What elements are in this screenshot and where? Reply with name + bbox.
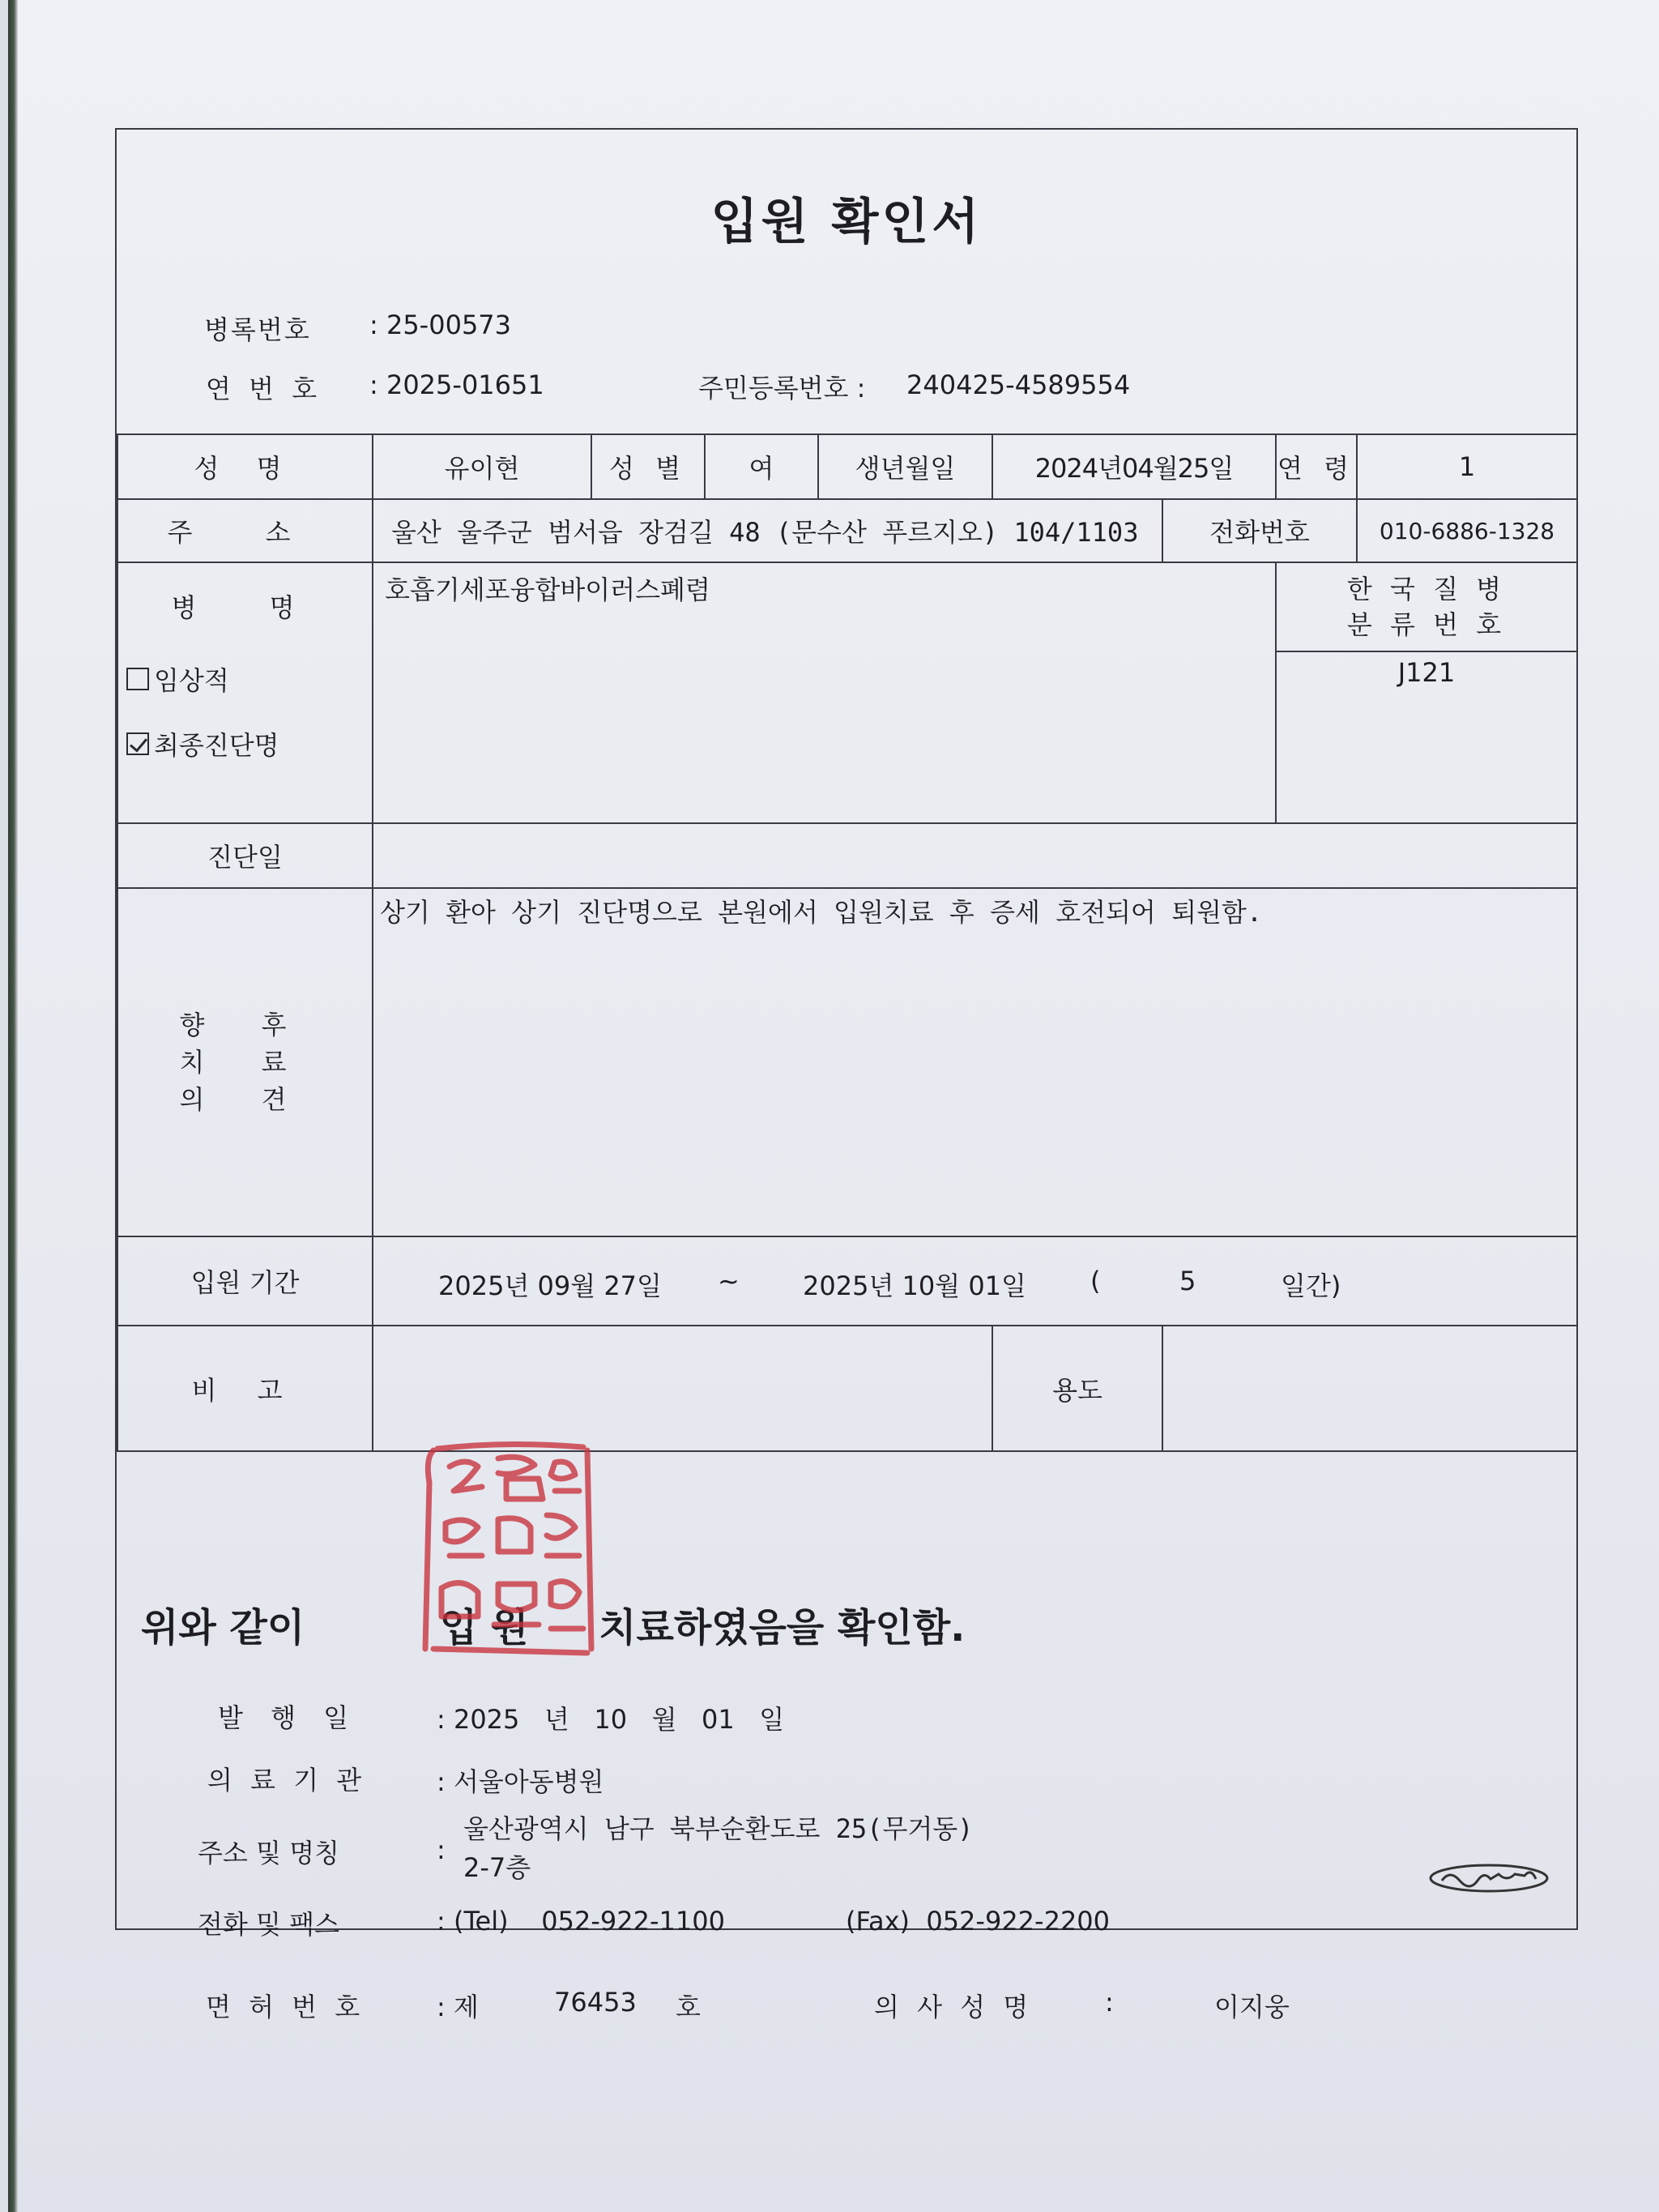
opinion-label-line1: 향 후 [179,1010,311,1040]
age-label: 연 령 [1276,434,1357,499]
info-table [117,433,1578,1452]
opinion-text: 상기 환아 상기 진단명으로 본원에서 입원치료 후 증세 호전되어 퇴원함. [373,888,1577,1236]
issuer-address-label: 주소 및 명칭 [198,1838,339,1868]
period-tilde: ~ [718,1266,740,1296]
period-days-suffix: 일간) [1281,1270,1341,1301]
period-label: 입원 기간 [117,1236,373,1326]
period-value-cell [373,1236,1577,1326]
issuer-address-colon: : [437,1834,446,1865]
opinion-label-cell [117,888,373,1236]
remarks-value [373,1326,992,1451]
license-no: 76453 [554,1987,637,2018]
name-label: 성 명 [117,434,373,499]
kcd-label-line2: 분 류 번 호 [1346,609,1507,640]
period-open-paren: ( [1090,1266,1101,1296]
phone-label: 전화번호 [1162,499,1357,562]
document-title: 입원 확인서 [710,194,983,250]
doctor-signature [1426,1858,1555,1898]
license-prefix: : 제 [437,1992,479,2022]
clinical-label: 임상적 [154,665,229,696]
phone-value: 010-6886-1328 [1357,499,1577,562]
paper-sheet [8,0,1659,2212]
address-label: 주 소 [117,499,373,562]
period-days: 5 [1179,1266,1196,1296]
disease-name: 호흡기세포융합바이러스폐렴 [373,562,1276,823]
name-value: 유이현 [373,434,591,499]
doctor-name: 이지웅 [1214,1992,1290,2022]
hospital-seal [409,1434,612,1665]
fax-value: (Fax) 052-922-2200 [846,1906,1111,1937]
tel-label: 전화 및 팩스 [198,1909,339,1940]
serial-no-value: : 2025-01651 [369,369,544,400]
confirmation-part3: 치료하였음을 확인함. [599,1605,966,1650]
final-label: 최종진단명 [154,730,279,761]
kcd-label-line1: 한 국 질 병 [1346,574,1507,604]
issue-date-value: : 2025 년 10 월 01 일 [437,1704,785,1735]
issue-date-label: 발 행 일 [218,1702,359,1733]
birth-label: 생년월일 [818,434,992,499]
diagnosis-date-value [373,823,1577,888]
purpose-value [1162,1326,1577,1451]
opinion-label-line2: 치 료 [179,1047,311,1078]
resident-no-label: 주민등록번호 : [698,373,866,404]
purpose-label: 용도 [992,1326,1162,1451]
paper-edge [8,0,18,2212]
license-suffix: 호 [676,1992,701,2022]
confirmation-part2: 입 원 [439,1605,529,1650]
age-value: 1 [1357,434,1577,499]
license-label: 면 허 번 호 [206,1992,365,2022]
issuer-address-line2: 2-7층 [463,1852,531,1883]
admission-form [115,128,1578,2022]
clinical-checkbox-row[interactable] [126,660,372,698]
confirmation-part1: 위와 같이 [141,1605,305,1650]
final-checkbox[interactable] [126,732,149,755]
period-start: 2025년 09월 27일 [438,1270,662,1301]
record-no-value: : 25-00573 [369,310,512,340]
record-no-label: 병록번호 [204,314,311,345]
diagnosis-date-label: 진단일 [117,823,373,888]
sex-label: 성 별 [591,434,705,499]
doctor-colon: : [1105,1987,1114,2018]
birth-value: 2024년04월25일 [992,434,1276,499]
address-value: 울산 울주군 범서읍 장검길 48 (문수산 푸르지오) 104/1103 [373,499,1162,562]
kcd-cell [1276,562,1577,823]
institution-value: : 서울아동병원 [437,1766,604,1797]
period-end: 2025년 10월 01일 [803,1270,1026,1301]
doctor-label: 의 사 성 명 [874,1992,1034,2022]
final-checkbox-row[interactable] [126,725,372,762]
clinical-checkbox[interactable] [126,668,149,690]
issuer-address-line1: 울산광역시 남구 북부순환도로 25(무거동) [463,1813,974,1844]
disease-label-cell [117,562,373,823]
resident-no-value: 240425-4589554 [906,369,1131,400]
sex-value: 여 [705,434,818,499]
institution-label: 의 료 기 관 [207,1765,367,1796]
remarks-label: 비 고 [117,1326,373,1451]
opinion-label-line3: 의 견 [179,1084,311,1115]
kcd-code: J121 [1397,657,1456,688]
serial-no-label: 연 번 호 [206,374,322,404]
disease-label: 병 명 [171,592,327,623]
tel-value: : (Tel) 052-922-1100 [437,1906,725,1937]
